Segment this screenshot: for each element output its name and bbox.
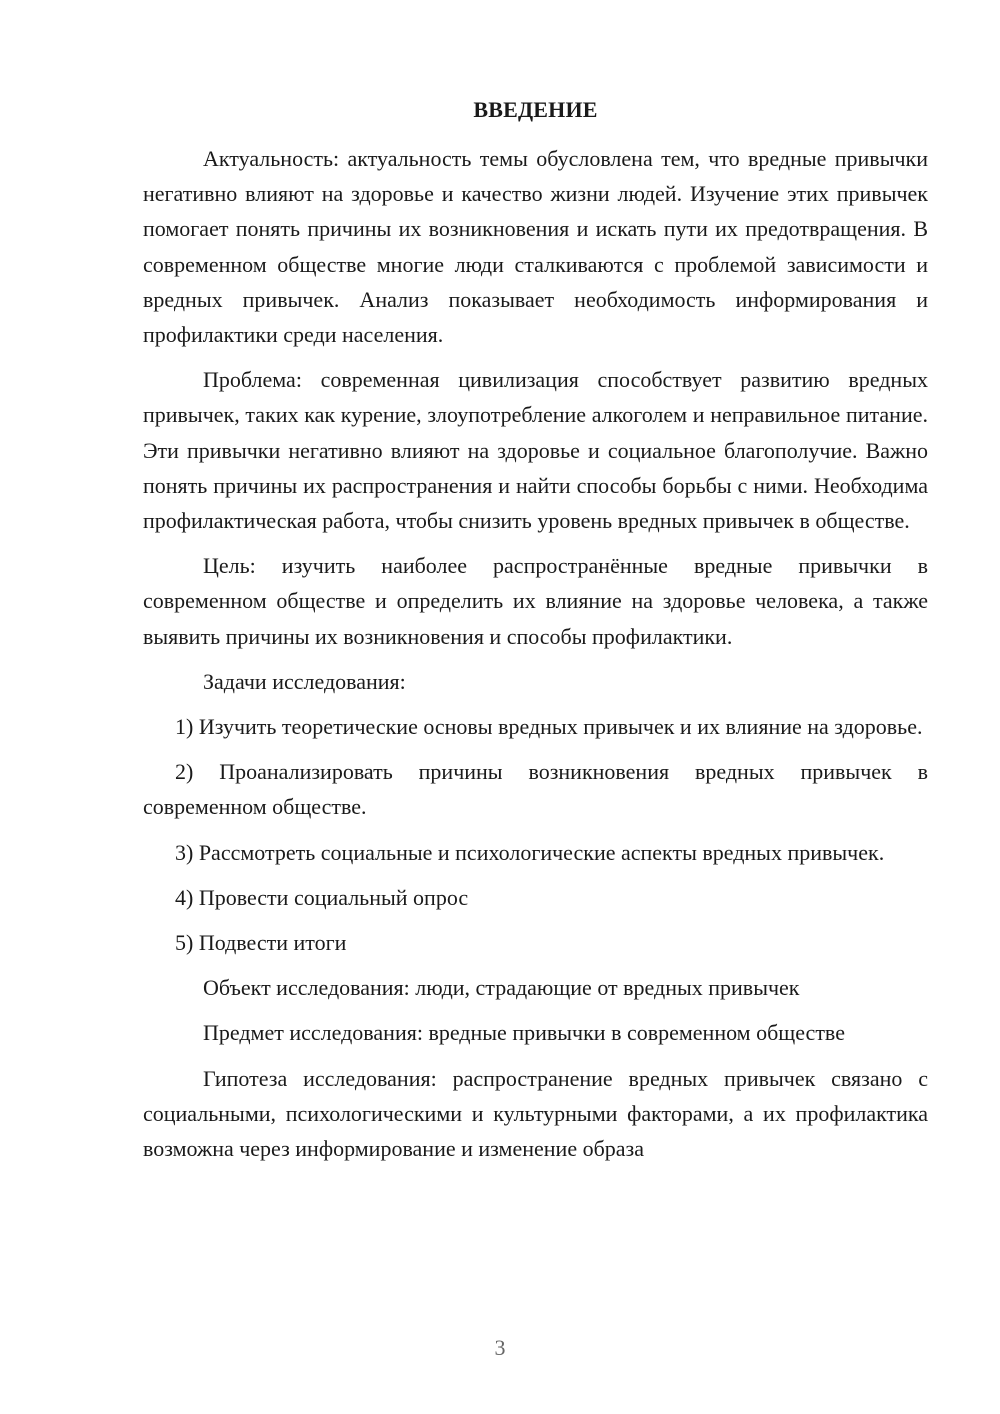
goal-paragraph: Цель: изучить наиболее распространённые вредные привычки в современном обществе и определить их влияние на здоровье человека, а также выявить причины их возникновения и способы профилактики. xyxy=(143,553,928,649)
hypothesis-paragraph: Гипотеза исследования: распространение вредных привычек связано с социальными, психологическими и культурными факторами, а их профилактика возможна через информирование и изменение образа xyxy=(143,1065,928,1162)
page-content xyxy=(143,95,928,1176)
page-number: 3 xyxy=(494,1335,506,1360)
task-item: 1) Изучить теоретические основы вредных привычек и их влияние на здоровье. xyxy=(175,714,923,740)
page-title: ВВЕДЕНИЕ xyxy=(473,97,598,122)
task-item: 4) Провести социальный опрос xyxy=(175,884,469,910)
task-item: 2) Проанализировать причины возникновения вредных привычек в современном обществе. xyxy=(143,759,928,820)
relevance-paragraph: Актуальность: актуальность темы обусловлена тем, что вредные привычки негативно влияют на здоровье и качество жизни людей. Изучение этих привычек помогает понять причины их возникновения и искать пути их предотвращения. В современном обществе многие люди сталкиваются с проблемой зависимости и вредных привычек. Анализ показывает необходимость информирования и профилактики среди населения. xyxy=(143,146,928,348)
tasks-heading: Задачи исследования: xyxy=(203,668,406,694)
task-item: 5) Подвести итоги xyxy=(175,930,347,956)
task-item: 3) Рассмотреть социальные и психологические аспекты вредных привычек. xyxy=(175,839,885,865)
problem-paragraph: Проблема: современная цивилизация способствует развитию вредных привычек, таких как курение, злоупотребление алкоголем и неправильное питание. Эти привычки негативно влияют на здоровье и социальное благополучие. Важно понять причины их распространения и найти способы борьбы с ними. Необходима профилактическая работа, чтобы снизить уровень вредных привычек в обществе. xyxy=(143,367,928,534)
research-object: Объект исследования: люди, страдающие от вредных привычек xyxy=(203,975,800,1001)
research-subject: Предмет исследования: вредные привычки в современном обществе xyxy=(203,1020,845,1046)
